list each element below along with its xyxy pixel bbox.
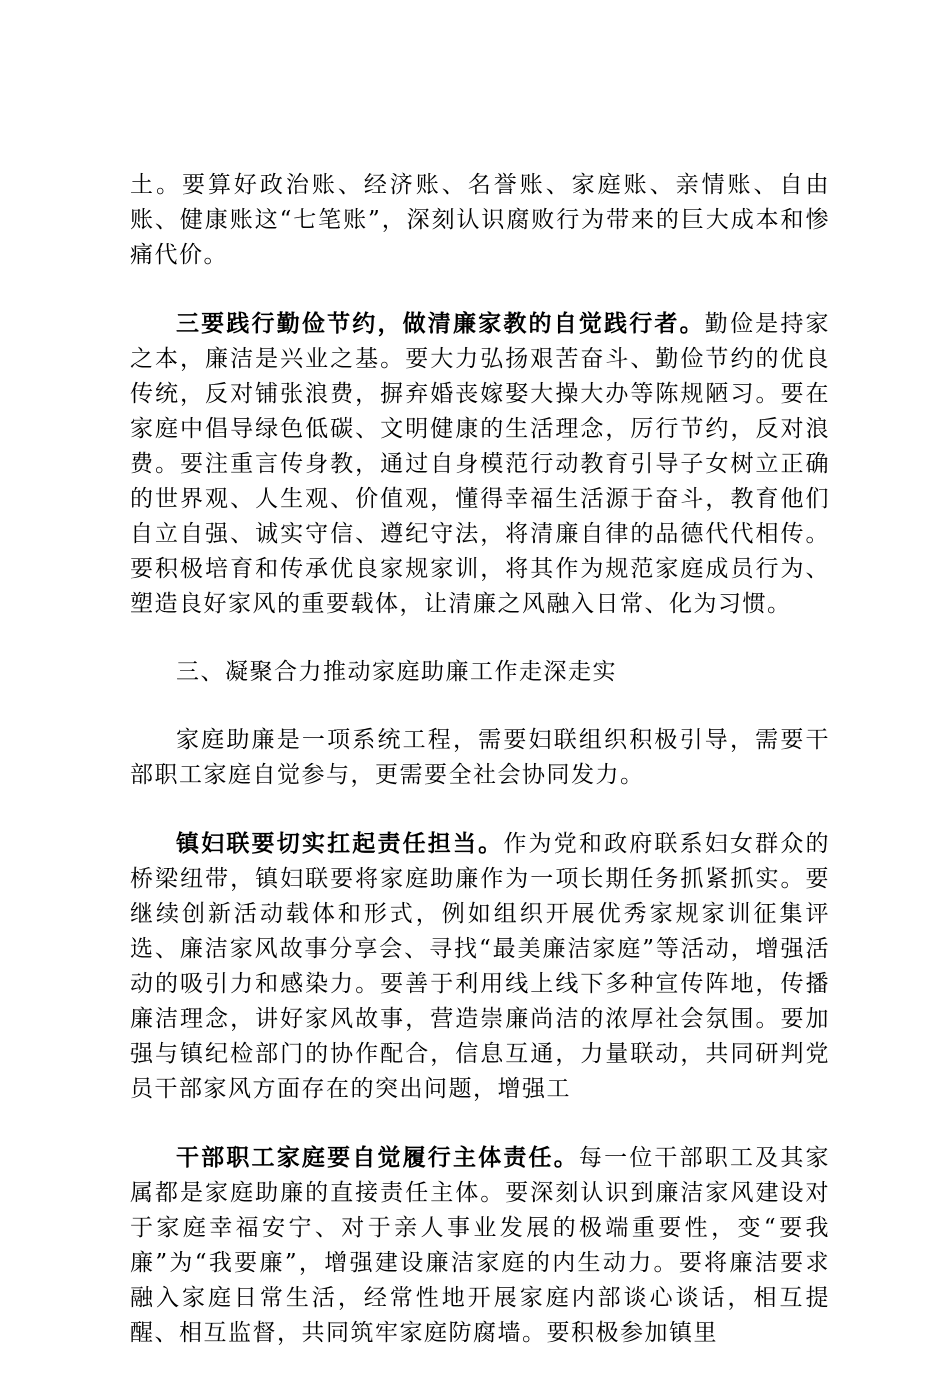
paragraph-4-text: 作为党和政府联系妇女群众的桥梁纽带，镇妇联要将家庭助廉作为一项长期任务抓紧抓实。要继续创新活动载体和形式，例如组织开展优秀家规家训征集评选、廉洁家风故事分享会、寻找“最美廉洁家庭”等活动，增强活动的吸引力和感染力。要善于利用线上线下多种宣传阵地，传播廉洁理念，讲好家风故事，营造崇廉尚洁的浓厚社会氛围。要加强与镇纪检部门的协作配合，信息互通，力量联动，共同研判党员干部家风方面存在的突出问题，增强工 <box>130 831 831 1102</box>
paragraph-3 <box>130 723 830 793</box>
paragraph-1-text: 土。要算好政治账、经济账、名誉账、家庭账、亲情账、自由账、健康账这“七笔账”，深刻认识腐败行为带来的巨大成本和惨痛代价。 <box>130 172 830 268</box>
paragraph-1 <box>130 168 830 273</box>
paragraph-2-text: 勤俭是持家之本，廉洁是兴业之基。要大力弘扬艰苦奋斗、勤俭节约的优良传统，反对铺张浪费，摒弃婚丧嫁娶大操大办等陈规陋习。要在家庭中倡导绿色低碳、文明健康的生活理念，厉行节约，反对浪费。要注重言传身教，通过自身模范行动教育引导子女树立正确的世界观、人生观、价值观，懂得幸福生活源于奋斗，教育他们自立自强、诚实守信、遵纪守法，将清廉自律的品德代代相传。要积极培育和传承优良家规家训，将其作为规范家庭成员行为、塑造良好家风的重要载体，让清廉之风融入日常、化为习惯。 <box>130 311 831 617</box>
document-body <box>130 168 830 1384</box>
paragraph-2-lead: 三要践行勤俭节约，做清廉家教的自觉践行者。 <box>176 310 705 337</box>
paragraph-2 <box>130 306 830 622</box>
paragraph-5 <box>130 1140 830 1351</box>
paragraph-4 <box>130 826 830 1107</box>
section-heading-3 <box>130 655 830 690</box>
section-heading-3-text: 三、凝聚合力推动家庭助廉工作走深走实 <box>176 659 617 685</box>
paragraph-5-lead: 干部职工家庭要自觉履行主体责任。 <box>176 1144 579 1171</box>
paragraph-5-text: 每一位干部职工及其家属都是家庭助廉的直接责任主体。要深刻认识到廉洁家风建设对于家庭幸福安宁、对于亲人事业发展的极端重要性，变“要我廉”为“我要廉”，增强建设廉洁家庭的内生动力。要将廉洁要求融入家庭日常生活，经常性地开展家庭内部谈心谈话，相互提醒、相互监督，共同筑牢家庭防腐墙。要积极参加镇里 <box>130 1145 831 1346</box>
paragraph-4-lead: 镇妇联要切实扛起责任担当。 <box>176 830 504 857</box>
paragraph-3-text: 家庭助廉是一项系统工程，需要妇联组织积极引导，需要干部职工家庭自觉参与，更需要全社会协同发力。 <box>130 727 830 788</box>
